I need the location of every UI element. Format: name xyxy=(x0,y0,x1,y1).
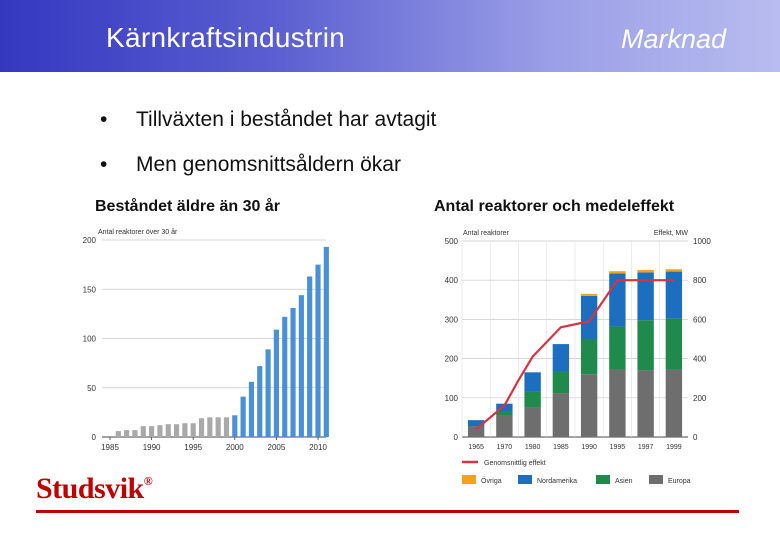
bar-segment xyxy=(637,370,653,437)
x-tick-label: 1990 xyxy=(581,444,597,451)
bar-segment xyxy=(609,271,625,273)
page-title: Kärnkraftsindustrin xyxy=(106,22,346,53)
legend-label: Nordamerika xyxy=(537,478,578,485)
bar-segment xyxy=(609,326,625,369)
y-tick-label: 500 xyxy=(444,237,458,246)
x-tick-label: 2005 xyxy=(267,443,286,452)
left-chart-caption: Beståndet äldre än 30 år xyxy=(95,198,280,215)
x-tick-label: 2000 xyxy=(225,443,244,452)
bar-segment xyxy=(468,426,484,437)
bullet-dot: • xyxy=(100,108,108,131)
bar-segment xyxy=(581,296,597,339)
section-label: Marknad xyxy=(620,24,726,54)
bar-segment xyxy=(524,392,540,408)
y-tick-label: 100 xyxy=(444,393,458,403)
bar-segment xyxy=(581,374,597,437)
legend-swatch xyxy=(649,475,663,484)
y2-tick-label: 1000 xyxy=(693,237,711,246)
y2-tick-label: 400 xyxy=(693,354,707,364)
bar-segment xyxy=(496,412,512,416)
x-tick-label: 1995 xyxy=(184,443,203,452)
x-tick-label: 1995 xyxy=(609,444,626,451)
legend-swatch xyxy=(462,475,476,484)
y-tick-label: 100 xyxy=(82,334,96,344)
legend-label: Övriga xyxy=(481,478,502,485)
y-tick-label: 200 xyxy=(82,236,96,245)
chart-title: Antal reaktorer över 30 år xyxy=(98,229,178,236)
bar-segment xyxy=(496,415,512,437)
bullet-text: Tillväxten i beståndet har avtagit xyxy=(136,108,437,131)
y2-tick-label: 200 xyxy=(693,393,707,403)
x-tick-label: 1985 xyxy=(101,443,119,452)
bar-segment xyxy=(581,294,597,296)
bar-segment xyxy=(553,393,569,437)
x-tick-label: 1999 xyxy=(666,444,682,451)
y-tick-label: 50 xyxy=(87,383,96,393)
x-tick-label: 1965 xyxy=(468,444,484,451)
legend-swatch xyxy=(596,475,610,484)
chart-title: Antal reaktorer xyxy=(463,230,509,237)
legend-swatch xyxy=(518,475,532,484)
y2-tick-label: 0 xyxy=(693,433,698,442)
x-tick-label: 2010 xyxy=(309,443,327,452)
y-tick-label: 150 xyxy=(82,285,96,295)
x-tick-label: 1990 xyxy=(142,443,161,452)
studsvik-logo xyxy=(36,472,152,506)
bar-segment xyxy=(553,344,569,371)
y-tick-label: 0 xyxy=(91,433,96,442)
x-tick-label: 1985 xyxy=(553,444,569,451)
legend-label: Asien xyxy=(615,478,633,485)
logo-text: Studsvik xyxy=(36,472,144,505)
bar-segment xyxy=(666,272,682,319)
footer-divider xyxy=(36,510,739,513)
y-tick-label: 200 xyxy=(444,354,458,364)
bar-segment xyxy=(609,370,625,437)
legend-label: Europa xyxy=(668,478,691,485)
bar-segment xyxy=(553,372,569,394)
registered-mark: ® xyxy=(143,474,153,488)
y-tick-label: 400 xyxy=(444,276,458,286)
x-tick-label: 1980 xyxy=(524,444,541,451)
x-tick-label: 1997 xyxy=(637,444,654,451)
bullet-text: Men genomsnittsåldern ökar xyxy=(136,153,401,176)
y2-axis-title: Effekt, MW xyxy=(653,230,688,237)
bar-segment xyxy=(666,319,682,370)
bar-segment xyxy=(524,372,540,392)
bar-segment xyxy=(581,339,597,374)
bullet-dot: • xyxy=(100,153,108,176)
bar-segment xyxy=(666,269,682,271)
y-tick-label: 0 xyxy=(453,433,458,442)
bar-segment xyxy=(666,370,682,437)
bar-segment xyxy=(637,320,653,370)
x-tick-label: 1970 xyxy=(496,444,513,451)
legend-label: Genomsnittlig effekt xyxy=(484,460,546,467)
bar-segment xyxy=(524,408,540,437)
right-chart-caption: Antal reaktorer och medeleffekt xyxy=(434,198,675,215)
y-tick-label: 300 xyxy=(444,315,458,325)
y2-tick-label: 600 xyxy=(693,315,707,325)
bar-segment xyxy=(637,270,653,272)
y2-tick-label: 800 xyxy=(693,276,707,286)
